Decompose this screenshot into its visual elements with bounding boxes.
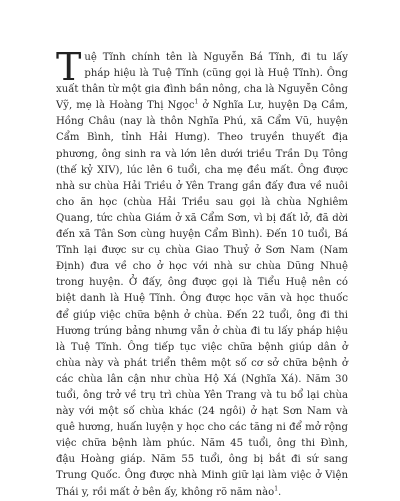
paragraph-end: . xyxy=(278,486,282,498)
drop-cap: T xyxy=(56,45,82,89)
body-paragraph xyxy=(56,45,348,501)
paragraph-text-part-2: ở Nghĩa Lư, huyện Dạ Cầm, Hồng Châu (nay là thôn Nghĩa Phú, xã Cẩm Vũ, huyện Cẩm Bình, tỉnh Hải Hưng). Theo truyền thuyết địa phương, ông sinh ra và lớn lên dưới triều Trần Dụ Tông (thế kỷ XIV), lúc lên 6 tuổi, cha mẹ đều mất. Ông được nhà sư chùa Hải Triều ở Yên Trang gần đấy đưa về nuôi cho ăn học (chùa Hải Triều sau gọi là chùa Nghiêm Quang, tức chùa Giám ở xã Cẩm Sơn, vì bị đất lở, đã dời đến xã Tân Sơn cùng huyện Cẩm Bình). Đến 10 tuổi, Bá Tĩnh lại được sư cụ chùa Giao Thuỷ ở Sơn Nam (Nam Định) đưa về cho ở học với nhà sư chùa Dũng Nhuệ trong huyện. Ở đấy, ông được gọi là Tiểu Huệ nên có biệt danh là Huệ Tĩnh. Ông được học văn và học thuốc để giúp việc chữa bệnh ở chùa. Đến 22 tuổi, ông đi thi Hương trúng bảng nhưng vẫn ở chùa đi tu lấy pháp hiệu là Tuệ Tĩnh. Ông tiếp tục việc chữa bệnh giúp dân ở chùa này và phát triển thêm một số cơ sở chữa bệnh ở các chùa lân cận như chùa Hộ Xá (Nghĩa Xá). Năm 30 tuổi, ông trở về trụ trì chùa Yên Trang và tu bổ lại chùa này với một số chùa khác (24 ngôi) ở hạt Sơn Nam và quê hương, huấn luyện y học cho các tăng ni để mở rộng việc chữa bệnh làm phúc. Năm 45 tuổi, ông thi Đình, đậu Hoàng giáp. Năm 55 tuổi, ông bị bắt đi sứ sang Trung Quốc. Ông được nhà Minh giữ lại làm việc ở Viện Thái y, rồi mất ở bên ấy, không rõ năm nào xyxy=(56,100,348,498)
paragraph-text-part-1: uệ Tĩnh chính tên là Nguyễn Bá Tĩnh, đi tu lấy pháp hiệu là Tuệ Tĩnh (cũng gọi là Huệ Tĩnh). Ông xuất thân từ một gia đình bần nông, cha là Nguyễn Công Vỹ, mẹ là Hoàng Thị Ngọc xyxy=(56,52,348,112)
document-page xyxy=(56,45,348,498)
footnote-marker-1: 1 xyxy=(194,98,199,106)
footnote-marker-2: 1 xyxy=(274,485,279,493)
